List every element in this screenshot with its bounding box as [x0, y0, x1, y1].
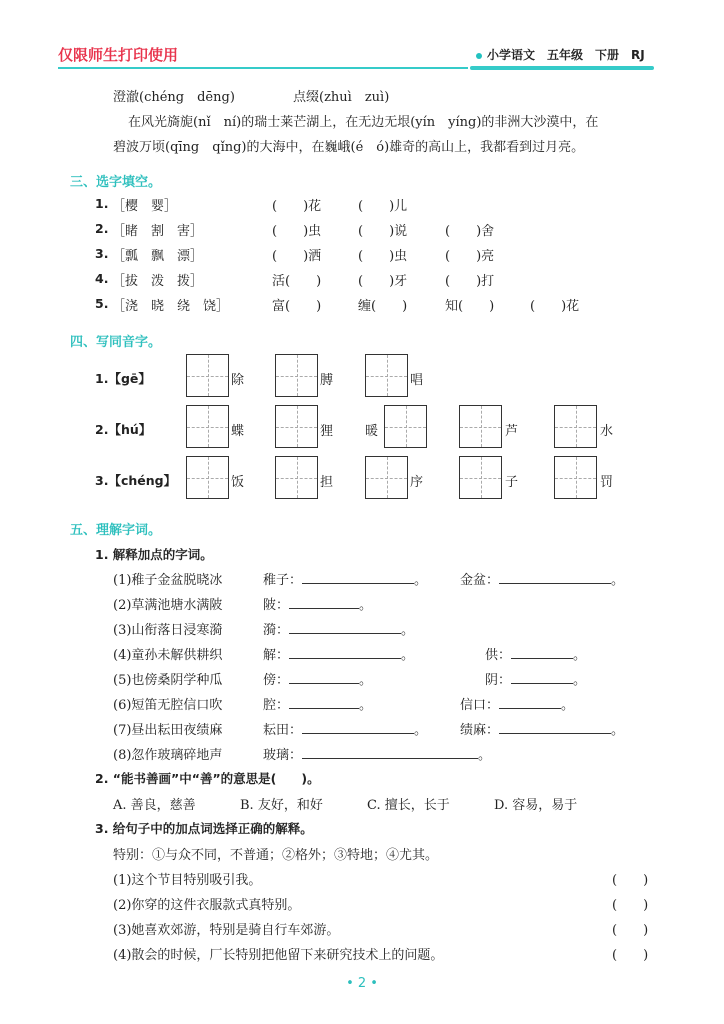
- writing-box[interactable]: [384, 405, 427, 448]
- sec3-num: 5.: [95, 296, 109, 311]
- answer-blank[interactable]: [511, 646, 573, 659]
- header-rule-right: [470, 66, 654, 70]
- homophone-char: 水: [600, 424, 614, 439]
- q2-option-b[interactable]: B. 友好，和好: [240, 798, 323, 813]
- homophone-char: 唱: [410, 373, 424, 388]
- poem-line: (3)山衔落日浸寒漪: [113, 623, 223, 638]
- answer-blank[interactable]: [499, 696, 561, 709]
- homophone-char: 狸: [320, 424, 334, 439]
- homophone-char: 担: [320, 475, 334, 490]
- answer-paren[interactable]: ( ): [612, 873, 649, 888]
- writing-box[interactable]: [275, 456, 318, 499]
- sec3-num: 2.: [95, 221, 109, 236]
- answer-blank[interactable]: [289, 621, 401, 634]
- sec3-item: ( )亮: [445, 249, 495, 264]
- intro-word-1: 澄澈(chéng dēng): [113, 90, 235, 105]
- sec3-item: ( )舍: [445, 224, 495, 239]
- homophone-char: 子: [505, 475, 519, 490]
- answer-line: 玻璃： 。: [263, 748, 492, 763]
- homophone-label: 1.【gē】: [95, 371, 151, 386]
- answer-blank[interactable]: [289, 671, 359, 684]
- answer-label: 绩麻：: [460, 723, 500, 738]
- writing-box[interactable]: [554, 405, 597, 448]
- answer-line: 腔： 。: [263, 698, 373, 713]
- writing-box[interactable]: [459, 405, 502, 448]
- poem-line: (8)忽作玻璃碎地声: [113, 748, 223, 763]
- answer-label: 傍：: [263, 673, 290, 688]
- writing-box[interactable]: [275, 405, 318, 448]
- answer-line: 漪： 。: [263, 623, 415, 638]
- answer-blank[interactable]: [302, 721, 414, 734]
- sec3-item: ( )牙: [358, 274, 408, 289]
- sec3-item: ( )虫: [358, 249, 408, 264]
- header-left-label: 仅限师生打印使用: [58, 46, 179, 64]
- sec3-item: 富( ): [272, 299, 322, 314]
- answer-line: 阴： 。: [485, 673, 587, 688]
- poem-line: (2)草满池塘水满陂: [113, 598, 223, 613]
- answer-blank[interactable]: [499, 721, 611, 734]
- homophone-char: 序: [410, 475, 424, 490]
- answer-paren[interactable]: ( ): [612, 923, 649, 938]
- intro-line-2: 在风光旖旎(nǐ ní)的瑞士莱芒湖上，在无边无垠(yín yíng)的非洲大沙漠中，在: [128, 115, 599, 130]
- answer-line: 供： 。: [485, 648, 587, 663]
- answer-label: 漪：: [263, 623, 290, 638]
- homophone-char: 芦: [505, 424, 519, 439]
- answer-blank[interactable]: [499, 571, 611, 584]
- q2-option-c[interactable]: C. 擅长，长于: [367, 798, 450, 813]
- writing-box[interactable]: [365, 354, 408, 397]
- dot-icon: [476, 53, 482, 59]
- section-4-title: 四、写同音字。: [70, 335, 162, 350]
- answer-line: 傍： 。: [263, 673, 373, 688]
- answer-line: 信口： 。: [460, 698, 575, 713]
- homophone-char: 除: [231, 373, 245, 388]
- sec3-item: ( )虫: [272, 224, 322, 239]
- answer-line: 陂： 。: [263, 598, 373, 613]
- q1-title: 1. 解释加点的字词。: [95, 547, 213, 562]
- q3-sentence: (2)你穿的这件衣服款式真特别。: [113, 898, 301, 913]
- poem-line: (4)童孙未解供耕织: [113, 648, 223, 663]
- homophone-label: 3.【chéng】: [95, 473, 177, 488]
- poem-line: (1)稚子金盆脱晓冰: [113, 573, 223, 588]
- homophone-label: 2.【hú】: [95, 422, 152, 437]
- poem-line: (6)短笛无腔信口吹: [113, 698, 223, 713]
- homophone-char: 暖: [365, 424, 379, 439]
- sec3-chars: ［睹 割 害］: [112, 224, 204, 239]
- answer-line: 绩麻： 。: [460, 723, 625, 738]
- sec3-num: 1.: [95, 196, 109, 211]
- writing-box[interactable]: [186, 405, 229, 448]
- answer-blank[interactable]: [302, 746, 478, 759]
- writing-box[interactable]: [275, 354, 318, 397]
- page-number: • 2 •: [346, 976, 378, 991]
- answer-paren[interactable]: ( ): [612, 948, 649, 963]
- sec3-num: 3.: [95, 246, 109, 261]
- answer-label: 信口：: [460, 698, 500, 713]
- header-right-label: [476, 46, 645, 63]
- sec3-num: 4.: [95, 271, 109, 286]
- sec3-chars: ［樱 婴］: [112, 199, 178, 214]
- homophone-char: 饭: [231, 475, 245, 490]
- q3-sentence: (3)她喜欢郊游，特别是骑自行车郊游。: [113, 923, 340, 938]
- homophone-char: 膊: [320, 373, 334, 388]
- q2-title: 2. “能书善画”中“善”的意思是( )。: [95, 771, 320, 786]
- q2-option-d[interactable]: D. 容易，易于: [494, 798, 578, 813]
- answer-label: 供：: [485, 648, 512, 663]
- answer-label: 玻璃：: [263, 748, 303, 763]
- answer-label: 阴：: [485, 673, 512, 688]
- answer-line: 耘田： 。: [263, 723, 428, 738]
- answer-blank[interactable]: [289, 646, 401, 659]
- sec3-item: 知( ): [445, 299, 495, 314]
- q3-definition: 特别：①与众不同，不普通；②格外；③特地；④尤其。: [113, 848, 439, 863]
- answer-blank[interactable]: [302, 571, 414, 584]
- answer-blank[interactable]: [289, 696, 359, 709]
- sec3-chars: ［拔 泼 拨］: [112, 274, 204, 289]
- sec3-item: ( )儿: [358, 199, 408, 214]
- answer-label: 耘田：: [263, 723, 303, 738]
- section-5-title: 五、理解字词。: [70, 523, 162, 538]
- answer-label: 腔：: [263, 698, 290, 713]
- sec3-chars: ［浇 晓 绕 饶］: [112, 299, 230, 314]
- answer-line: 稚子： 。: [263, 573, 428, 588]
- sec3-item: 缠( ): [358, 299, 408, 314]
- header-rule-left: [58, 67, 468, 69]
- section-3-title: 三、选字填空。: [70, 175, 162, 190]
- answer-line: 解： 。: [263, 648, 415, 663]
- sec3-item: ( )花: [272, 199, 322, 214]
- sec3-item: ( )打: [445, 274, 495, 289]
- poem-line: (7)昼出耘田夜绩麻: [113, 723, 223, 738]
- sec3-item: ( )说: [358, 224, 408, 239]
- answer-label: 金盆：: [460, 573, 500, 588]
- answer-label: 陂：: [263, 598, 290, 613]
- answer-line: 金盆： 。: [460, 573, 625, 588]
- answer-blank[interactable]: [289, 596, 359, 609]
- header-subject: 小学语文 五年级 下册 RJ: [487, 48, 645, 62]
- homophone-char: 罚: [600, 475, 614, 490]
- sec3-item: ( )花: [530, 299, 580, 314]
- writing-box[interactable]: [365, 456, 408, 499]
- answer-label: 解：: [263, 648, 290, 663]
- writing-box[interactable]: [186, 456, 229, 499]
- homophone-char: 蝶: [231, 424, 245, 439]
- writing-box[interactable]: [186, 354, 229, 397]
- intro-line-3: 碧波万顷(qīng qǐng)的大海中，在巍峨(é ó)雄奇的高山上，我都看到过月亮。: [113, 140, 585, 155]
- answer-paren[interactable]: ( ): [612, 898, 649, 913]
- writing-box[interactable]: [459, 456, 502, 499]
- poem-line: (5)也傍桑阴学种瓜: [113, 673, 223, 688]
- answer-blank[interactable]: [511, 671, 573, 684]
- q3-sentence: (4)散会的时候，厂长特别把他留下来研究技术上的问题。: [113, 948, 444, 963]
- writing-box[interactable]: [554, 456, 597, 499]
- answer-label: 稚子：: [263, 573, 303, 588]
- q2-option-a[interactable]: A. 善良，慈善: [113, 798, 196, 813]
- sec3-item: 活( ): [272, 274, 322, 289]
- sec3-item: ( )洒: [272, 249, 322, 264]
- intro-word-2: 点缀(zhuì zuì): [293, 90, 390, 105]
- q3-sentence: (1)这个节目特别吸引我。: [113, 873, 262, 888]
- q3-title: 3. 给句子中的加点词选择正确的解释。: [95, 821, 313, 836]
- sec3-chars: ［瓢 飘 漂］: [112, 249, 204, 264]
